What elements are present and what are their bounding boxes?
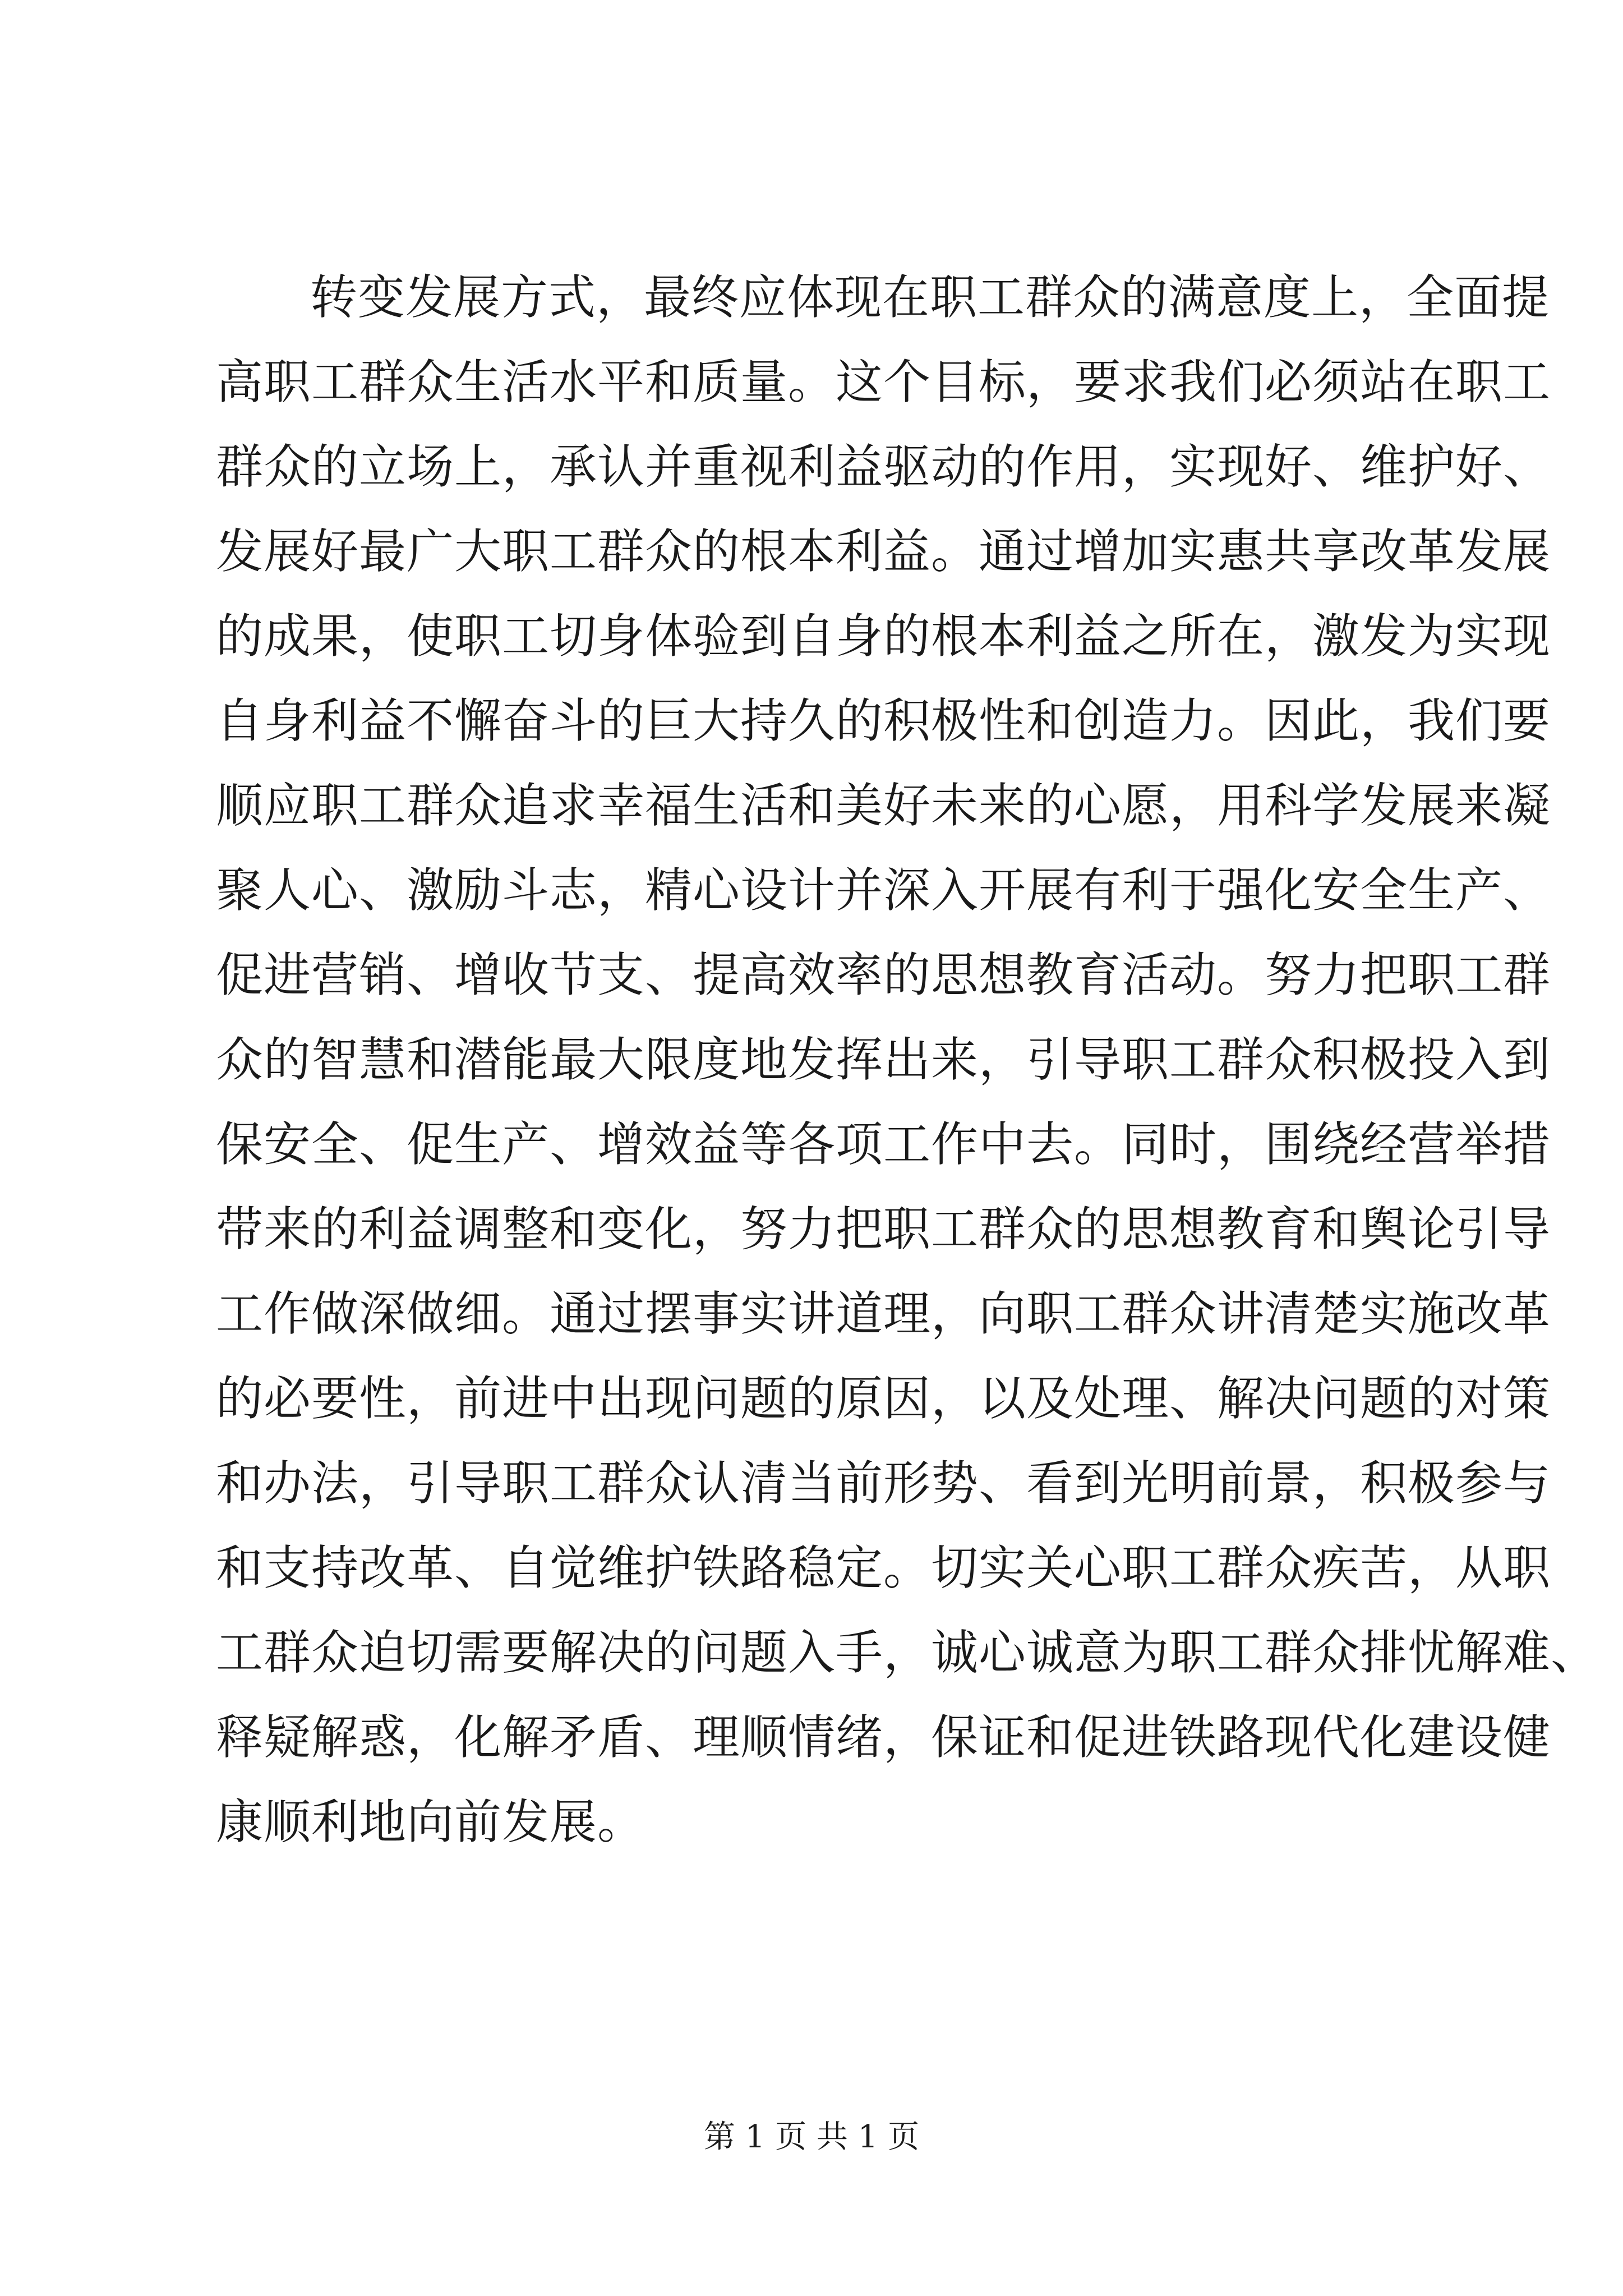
paragraph-line: 和办法，引导职工群众认清当前形势、看到光明前景，积极参与 xyxy=(216,1456,1551,1511)
paragraph-line: 自身利益不懈奋斗的巨大持久的积极性和创造力。因此，我们要 xyxy=(216,693,1551,748)
paragraph-line: 聚人心、激励斗志，精心设计并深入开展有利于强化安全生产、 xyxy=(216,863,1551,918)
paragraph-line: 的必要性，前进中出现问题的原因，以及处理、解决问题的对策 xyxy=(216,1371,1551,1426)
page-number-footer: 第 1 页 共 1 页 xyxy=(703,2119,920,2155)
paragraph-line: 促进营销、增收节支、提高效率的思想教育活动。努力把职工群 xyxy=(216,947,1551,1002)
paragraph-line: 发展好最广大职工群众的根本利益。通过增加实惠共享改革发展 xyxy=(216,524,1551,579)
paragraph-line: 转变发展方式，最终应体现在职工群众的满意度上，全面提 xyxy=(310,270,1550,325)
paragraph-line: 工作做深做细。通过摆事实讲道理，向职工群众讲清楚实施改革 xyxy=(216,1286,1551,1341)
paragraph-line: 带来的利益调整和变化，努力把职工群众的思想教育和舆论引导 xyxy=(216,1202,1551,1257)
paragraph-line: 保安全、促生产、增效益等各项工作中去。同时，围绕经营举措 xyxy=(216,1117,1551,1172)
paragraph-line: 的成果，使职工切身体验到自身的根本利益之所在，激发为实现 xyxy=(216,609,1551,664)
paragraph-line: 工群众迫切需要解决的问题入手，诚心诚意为职工群众排忧解难、 xyxy=(216,1625,1599,1680)
body-paragraph xyxy=(216,255,1599,1865)
paragraph-line: 释疑解惑，化解矛盾、理顺情绪，保证和促进铁路现代化建设健 xyxy=(216,1710,1551,1765)
paragraph-line: 顺应职工群众追求幸福生活和美好未来的心愿，用科学发展来凝 xyxy=(216,778,1551,833)
paragraph-line: 和支持改革、自觉维护铁路稳定。切实关心职工群众疾苦，从职 xyxy=(216,1540,1551,1595)
paragraph-line: 众的智慧和潜能最大限度地发挥出来，引导职工群众积极投入到 xyxy=(216,1032,1551,1087)
paragraph-line: 群众的立场上，承认并重视利益驱动的作用，实现好、维护好、 xyxy=(216,439,1551,494)
paragraph-line: 康顺利地向前发展。 xyxy=(216,1795,645,1849)
paragraph-line: 高职工群众生活水平和质量。这个目标，要求我们必须站在职工 xyxy=(216,355,1551,409)
